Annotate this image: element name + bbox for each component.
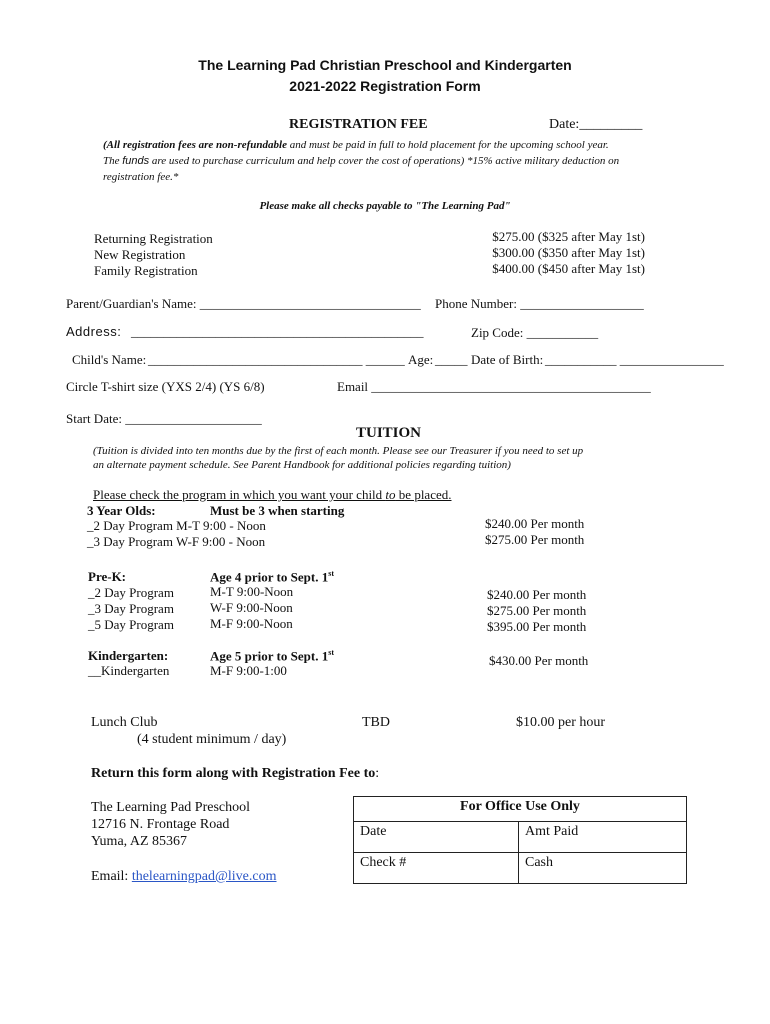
office-check-cell[interactable]: Check # <box>354 853 519 884</box>
child-name-label: Child's Name: <box>72 352 147 367</box>
form-title: The Learning Pad Christian Preschool and Kindergarten <box>198 57 572 73</box>
lunch-club-schedule: TBD <box>362 715 390 730</box>
return-email-line: Email: thelearningpad@live.com <box>91 869 277 884</box>
checks-payable-note: Please make all checks payable to "The Learning Pad" <box>259 200 511 212</box>
dob-field[interactable]: ___________ ________________ <box>545 352 724 367</box>
fee-note-line1: (All registration fees are non-refundable and must be paid in full to hold placement for the upcoming school year. <box>103 139 609 151</box>
lunch-club-price: $10.00 per hour <box>516 715 606 730</box>
kindergarten-option[interactable]: __Kindergarten <box>88 663 170 678</box>
email-link[interactable]: thelearningpad@live.com <box>131 869 277 884</box>
fee-label-returning: Returning Registration <box>94 231 213 246</box>
three-year-price-3day: $275.00 Per month <box>485 532 585 547</box>
prek-price-3day: $275.00 Per month <box>487 603 587 618</box>
address-label: Address: <box>66 324 122 339</box>
office-amt-paid-cell[interactable]: Amt Paid <box>519 822 687 853</box>
zip-field[interactable]: Zip Code: ___________ <box>471 325 599 340</box>
age-label: Age: <box>408 352 434 367</box>
prek-option-5day[interactable]: _5 Day Program <box>88 617 174 632</box>
return-name: The Learning Pad Preschool <box>91 800 251 815</box>
kindergarten-days: M-F 9:00-1:00 <box>210 663 287 678</box>
three-year-title: 3 Year Olds: <box>87 503 156 518</box>
return-heading: Return this form along with Registration Fee to: <box>91 766 380 781</box>
kindergarten-price: $430.00 Per month <box>489 653 589 668</box>
prek-option-2day[interactable]: _2 Day Program <box>88 585 174 600</box>
three-year-option-2day[interactable]: _2 Day Program M-T 9:00 - Noon <box>87 518 266 533</box>
fee-price-family: $400.00 ($450 after May 1st) <box>492 261 645 276</box>
date-field[interactable]: Date:_________ <box>549 117 643 132</box>
prek-days-5day: M-F 9:00-Noon <box>210 616 293 631</box>
start-date-field[interactable]: Start Date: _____________________ <box>66 411 262 426</box>
fee-note-line2: The funds are used to purchase curriculum and help cover the cost of operations) *15% active military deduction on <box>103 155 620 167</box>
address-field[interactable]: _____________________________________________ <box>131 324 424 339</box>
dob-label: Date of Birth: <box>471 352 544 367</box>
prek-requirement: Age 4 prior to Sept. 1st <box>210 569 334 585</box>
registration-fee-heading: REGISTRATION FEE <box>289 117 428 132</box>
phone-field[interactable]: Phone Number: ___________________ <box>435 296 644 311</box>
office-use-table <box>353 796 687 884</box>
three-year-option-3day[interactable]: _3 Day Program W-F 9:00 - Noon <box>87 534 266 549</box>
prek-days-3day: W-F 9:00-Noon <box>210 600 293 615</box>
prek-days-2day: M-T 9:00-Noon <box>210 584 294 599</box>
three-year-price-2day: $240.00 Per month <box>485 516 585 531</box>
return-city: Yuma, AZ 85367 <box>91 834 188 849</box>
check-program-instruction: Please check the program in which you want your child to be placed. <box>93 487 452 502</box>
child-name-field[interactable]: _________________________________ ______ <box>148 352 405 367</box>
form-subtitle: 2021-2022 Registration Form <box>289 78 481 94</box>
tshirt-size-field[interactable]: Circle T-shirt size (YXS 2/4) (YS 6/8) <box>66 379 265 394</box>
fee-price-returning: $275.00 ($325 after May 1st) <box>492 229 645 244</box>
parent-name-field[interactable]: Parent/Guardian's Name: __________________________________ <box>66 296 421 311</box>
tuition-note-line1: (Tuition is divided into ten months due by the first of each month. Please see our Treasurer if you need to set up <box>93 445 584 457</box>
kindergarten-title: Kindergarten: <box>88 648 169 663</box>
return-street: 12716 N. Frontage Road <box>91 817 230 832</box>
fee-price-new: $300.00 ($350 after May 1st) <box>492 245 645 260</box>
age-field[interactable]: _____ <box>435 352 468 367</box>
kindergarten-requirement: Age 5 prior to Sept. 1st <box>210 648 334 664</box>
prek-title: Pre-K: <box>88 569 127 584</box>
prek-price-5day: $395.00 Per month <box>487 619 587 634</box>
three-year-requirement: Must be 3 when starting <box>210 503 345 518</box>
email-field[interactable]: Email ___________________________________________ <box>337 379 651 394</box>
prek-price-2day: $240.00 Per month <box>487 587 587 602</box>
office-cash-cell[interactable]: Cash <box>519 853 687 884</box>
office-date-cell[interactable]: Date <box>354 822 519 853</box>
office-use-heading: For Office Use Only <box>354 797 687 822</box>
fee-note-line3: registration fee.* <box>103 171 179 183</box>
tuition-heading: TUITION <box>356 425 422 441</box>
lunch-club-note: (4 student minimum / day) <box>137 732 287 747</box>
lunch-club-title: Lunch Club <box>91 715 158 730</box>
prek-option-3day[interactable]: _3 Day Program <box>88 601 174 616</box>
fee-label-new: New Registration <box>94 247 186 262</box>
tuition-note-line2: an alternate payment schedule. See Parent Handbook for additional policies regarding tuition) <box>93 459 511 471</box>
fee-label-family: Family Registration <box>94 263 198 278</box>
